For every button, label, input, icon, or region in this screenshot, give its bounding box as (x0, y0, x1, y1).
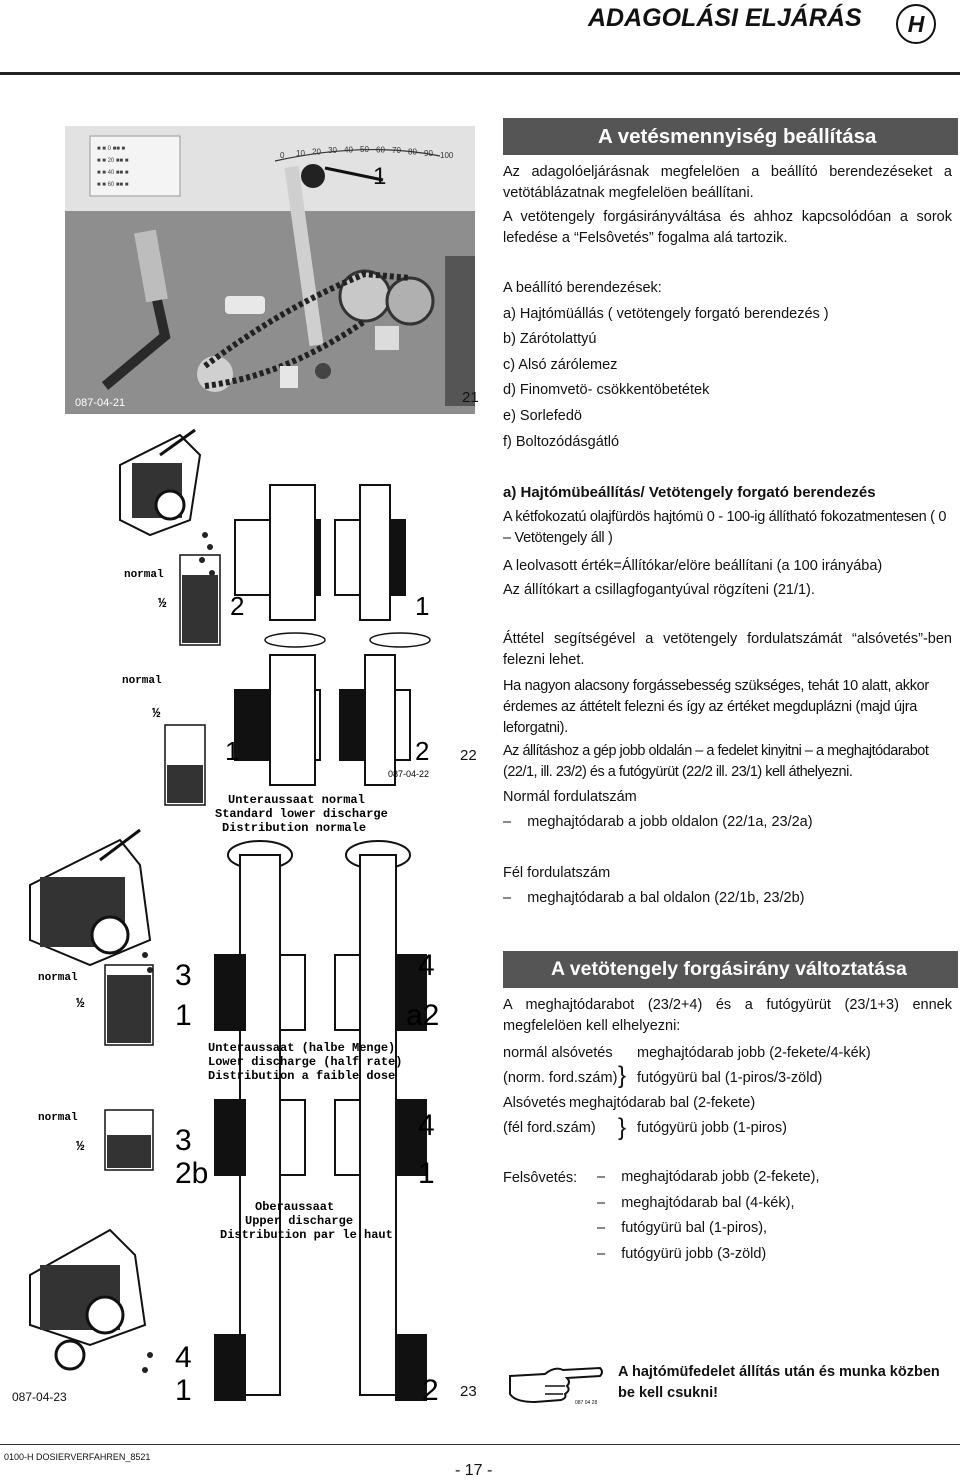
figure-23-number: 23 (460, 1383, 477, 1400)
fig23-g2-number-1: 1 (418, 1157, 435, 1190)
gearbox-para-5: Ha nagyon alacsony forgássebesség szükséges, tehát 10 alatt, akkor érdemes az áttételt felezni és így az értéket megduplázni (majd újra leforgatni). (503, 678, 929, 736)
gearbox-subheading: a) Hajtómübeállítás/ Vetötengely forgató berendezés (503, 484, 876, 501)
normal-speed-title: Normál fordulatszám (503, 789, 637, 805)
section-heading-sowing-rate: A vetésmennyiség beállítása (503, 118, 958, 155)
figure-23-diagram (10, 815, 470, 1415)
rotation-row-2-left: (norm. ford.szám) (503, 1070, 618, 1086)
rotation-row-1-right: meghajtódarab jobb (2-fekete/4-kék) (637, 1045, 871, 1061)
fig22-caption-fr: Distribution normale (222, 821, 367, 835)
section1-intro-2: A vetötengely forgásirányváltása és ahhoz kapcsolódóan a sorok lefedése a “Felsôvetés” fogalma alá tartozik. (503, 209, 952, 246)
figure-22-diagram (110, 425, 470, 840)
half-speed-item: – meghajtódarab a bal oldalon (22/1b, 23/2b) (503, 890, 805, 906)
gearbox-para-1: A kétfokozatú olajfürdös hajtómü 0 - 100-ig állítható fokozatmentesen ( 0 – Vetötengely áll ) (503, 509, 947, 546)
footer-page-number: - 17 - (455, 1462, 493, 1479)
gearbox-para-2: A leolvasott érték=Állítókar/elöre beállítani (a 100 irányába) (503, 558, 883, 574)
scale-label: 40 (344, 145, 353, 155)
upper-item-2: meghajtódarab bal (4-kék), (621, 1194, 795, 1211)
scale-label: 30 (328, 146, 337, 156)
gearbox-para-4: Áttétel segítségével a vetötengely fordulatszámát “alsóvetés”-ben felezni lehet. (503, 631, 952, 668)
upper-discharge-label: Felsôvetés: (503, 1170, 578, 1186)
figure-21-code: 087-04-21 (75, 397, 126, 409)
warning-line-2: be kell csukni! (618, 1385, 718, 1401)
figure-22-code: 087-04-22 (388, 769, 430, 779)
figure-21-photo (65, 126, 475, 414)
scale-label: 20 (312, 147, 321, 157)
fig23-caption2-fr: Distribution par le haut (220, 1228, 393, 1242)
rotation-row-1-left: normál alsóvetés (503, 1045, 613, 1061)
settings-list-item-c: c) Alsó zárólemez (503, 356, 618, 373)
rotation-row-4-right: futógyürü jobb (1-piros) (637, 1120, 787, 1136)
fig23-g3-number-1: 1 (175, 1374, 192, 1407)
fig23-g1-number-4: 4 (418, 949, 435, 982)
settings-list-item-a: a) Hajtómüállás ( vetötengely forgató berendezés ) (503, 305, 829, 322)
fig23-caption1-en: Lower discharge (half rate) (208, 1055, 403, 1069)
normal-speed-item: – meghajtódarab a jobb oldalon (22/1a, 23/2a) (503, 814, 813, 830)
scale-label: 10 (296, 149, 305, 159)
upper-item-3: futógyürü bal (1-piros), (621, 1220, 768, 1237)
fig23-half-label-1: ½ (76, 996, 85, 1012)
rotation-row-3-left: Alsóvetés (503, 1095, 566, 1111)
fig22-bottom-number-1: 1 (225, 736, 240, 766)
standard-discharge-illustration (110, 425, 470, 840)
fig22-caption-en: Standard lower discharge (215, 807, 388, 821)
svg-text:■ ■ 20 ■■ ■: ■ ■ 20 ■■ ■ (97, 158, 129, 164)
svg-text:■ ■ 0 ■■ ■: ■ ■ 0 ■■ ■ (97, 146, 126, 152)
hand-code: 087 04 28 (575, 1400, 598, 1406)
fig22-normal-label-1: normal (124, 569, 164, 581)
section-heading-rotation: A vetötengely forgásirány változtatása (503, 951, 958, 988)
fig22-half-label-1: ½ (158, 596, 167, 612)
chapter-letter-badge: H (896, 4, 936, 44)
scale-label: 70 (392, 146, 401, 156)
gearbox-para-3: Az állítókart a csillagfogantyúval rögzíteni (21/1). (503, 582, 815, 598)
fig23-g3-number-2: 2 (422, 1374, 439, 1407)
figure-23-code: 087-04-23 (12, 1390, 67, 1404)
fig22-normal-label-2: normal (122, 675, 162, 687)
fig23-g1-number-1: 1 (175, 999, 192, 1032)
fig22-top-number-1: 1 (415, 591, 430, 621)
fig23-g2-number-3: 3 (175, 1124, 192, 1157)
discharge-variants-illustration (10, 815, 470, 1415)
scale-label: 80 (408, 147, 417, 157)
warning-line-1: A hajtómüfedelet állítás után és munka közben (618, 1364, 940, 1380)
photo-callout-1: 1 (373, 163, 387, 190)
fig22-half-label-2: ½ (152, 706, 161, 722)
upper-discharge-list: – meghajtódarab jobb (2-fekete), – meghajtódarab bal (4-kék), – futógyürü bal (1-piros), – futógyürü jobb (3-zöld) (597, 1169, 820, 1262)
fig23-normal-label-2: normal (38, 1112, 78, 1124)
figure-21-number: 21 (462, 389, 479, 406)
section1-intro-1: Az adagolóeljárásnak megfelelöen a beállító berendezéseket a vetötáblázatnak megfelelöen beállítani. (503, 164, 952, 201)
scale-label: 0 (280, 151, 285, 160)
page-header-title: ADAGOLÁSI ELJÁRÁS (588, 4, 862, 32)
scale-label: 60 (376, 145, 385, 155)
fig22-top-number-2: 2 (230, 591, 245, 621)
normal-speed-item-text: meghajtódarab a jobb oldalon (22/1a, 23/2a) (527, 814, 813, 830)
figure-22-number: 22 (460, 747, 477, 764)
settings-list (503, 276, 829, 455)
fig23-half-label-2: ½ (76, 1139, 85, 1155)
header-rule (0, 72, 960, 75)
fig23-g1-number-a2: a2 (406, 999, 440, 1032)
upper-item-1: meghajtódarab jobb (2-fekete), (621, 1169, 820, 1185)
fig23-caption1-de: Unteraussaat (halbe Menge) (208, 1041, 396, 1055)
settings-list-title: A beállító berendezések: (503, 280, 662, 296)
fig23-g2-number-2b: 2b (175, 1157, 209, 1190)
fig23-g2-number-4: 4 (418, 1109, 435, 1142)
brace-2: } (618, 1114, 627, 1141)
fig23-g1-number-3: 3 (175, 959, 192, 992)
svg-text:■ ■ 40 ■■ ■: ■ ■ 40 ■■ ■ (97, 170, 129, 176)
half-speed-item-text: meghajtódarab a bal oldalon (22/1b, 23/2b) (527, 890, 805, 906)
scale-label: 90 (424, 149, 433, 159)
fig22-bottom-number-2: 2 (415, 736, 430, 766)
fig23-normal-label-1: normal (38, 972, 78, 984)
svg-text:■ ■ 60 ■■ ■: ■ ■ 60 ■■ ■ (97, 182, 129, 188)
rotation-row-2-right: futógyürü bal (1-piros/3-zöld) (637, 1070, 823, 1086)
fig22-caption-de: Unteraussaat normal (228, 793, 365, 807)
footer-rule (0, 1444, 960, 1445)
warning-text (618, 1362, 940, 1404)
pointing-hand-icon (505, 1356, 605, 1411)
rotation-row-4-left: (fél ford.szám) (503, 1120, 596, 1136)
settings-list-item-d: d) Finomvetö- csökkentöbetétek (503, 382, 710, 399)
brace-1: } (618, 1062, 627, 1089)
fig23-caption2-en: Upper discharge (245, 1214, 354, 1228)
rotation-intro: A meghajtódarabot (23/2+4) és a futógyürüt (23/1+3) ennek megfelelöen kell elhelyezni: (503, 997, 952, 1034)
fig23-g3-number-4: 4 (175, 1341, 192, 1374)
settings-list-item-b: b) Zárótolattyú (503, 331, 597, 348)
gearbox-para-6: Az állításhoz a gép jobb oldalán – a fedelet kinyitni – a meghajtódarabot (22/1, ill. 23/2) és a futógyürüt (22/2 ill. 23/1) kell áthelyezni. (503, 743, 929, 780)
upper-item-4: futógyürü jobb (3-zöld) (621, 1245, 767, 1262)
footer-doc-id: 0100-H DOSIERVERFAHREN_8521 (4, 1452, 151, 1462)
settings-list-item-f: f) Boltozódásgátló (503, 433, 620, 450)
fig23-caption2-de: Oberaussaat (255, 1200, 335, 1214)
scale-label: 50 (360, 145, 369, 154)
fig23-caption1-fr: Distribution a faible dose (208, 1069, 396, 1083)
scale-label: 100 (440, 151, 454, 160)
gearbox-photo-illustration (65, 126, 475, 414)
rotation-row-3-right: meghajtódarab bal (2-fekete) (569, 1095, 756, 1111)
settings-list-item-e: e) Sorlefedö (503, 407, 582, 424)
half-speed-title: Fél fordulatszám (503, 865, 611, 881)
